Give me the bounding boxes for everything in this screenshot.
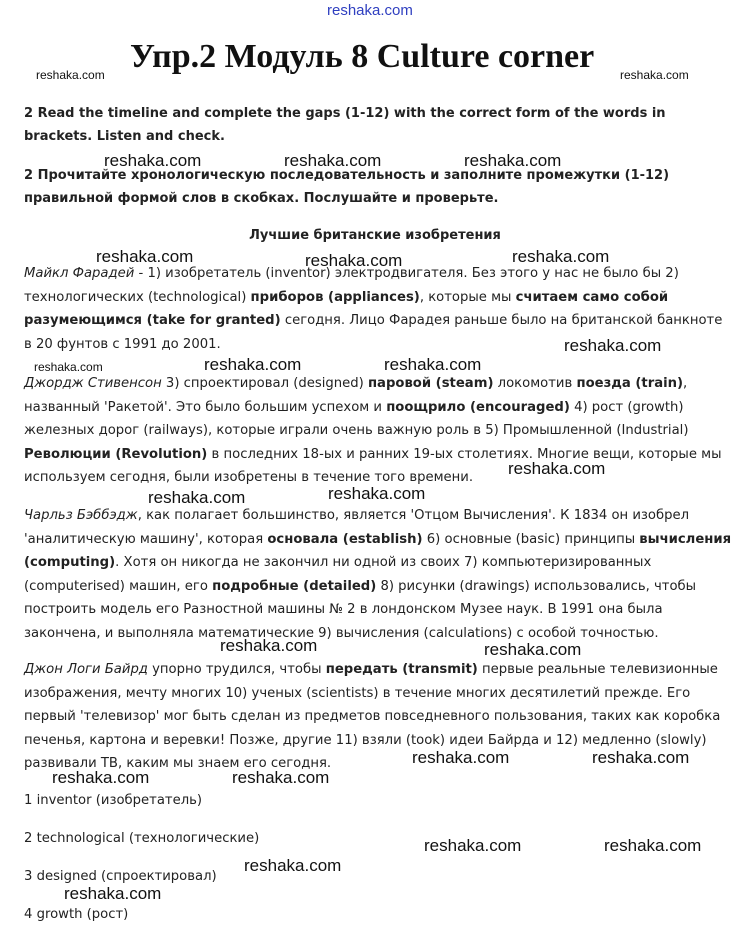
- watermark: reshaka.com: [604, 836, 702, 855]
- highlight: вычисления (computing): [24, 531, 732, 570]
- instruction-en: 2 Read the timeline and complete the gaps (1-12) with the correct form of the words in brackets. Listen and check.: [24, 106, 666, 144]
- watermark: reshaka.com: [384, 355, 482, 374]
- watermark: reshaka.com: [36, 68, 105, 82]
- highlight: поезда (train): [576, 376, 684, 391]
- watermark-top[interactable]: reshaka.com: [327, 2, 413, 19]
- watermark: reshaka.com: [592, 748, 690, 767]
- answer-item: 2 technological (технологические): [24, 831, 260, 846]
- text: 4) рост (growth) железных дорог (railways), которые играли очень важную роль в 5) Промышленной (Industrial): [24, 399, 689, 438]
- watermark: reshaka.com: [34, 360, 103, 374]
- watermark: reshaka.com: [564, 336, 662, 355]
- text: , названный 'Ракетой'. Это было большим успехом и: [24, 376, 688, 415]
- answer-item: 1 inventor (изобретатель): [24, 793, 203, 808]
- page-title: Упр.2 Модуль 8 Culture corner: [130, 38, 595, 75]
- watermark: reshaka.com: [148, 488, 246, 507]
- text: , как полагает большинство, является 'Отцом Вычисления'. К 1834 он изобрел 'аналитическую машину', которая: [24, 508, 690, 547]
- highlight: приборов (appliances): [250, 289, 420, 305]
- text: упорно трудился, чтобы: [147, 662, 326, 677]
- watermark: reshaka.com: [305, 251, 403, 270]
- highlight: паровой (steam): [367, 376, 494, 391]
- text: . Хотя он никогда не закончил ни одной из своих 7) компьютеризированных (computerised) машин, его: [24, 555, 652, 594]
- text: локомотив: [493, 376, 577, 391]
- inventor-name: Майкл Фарадей: [24, 266, 135, 281]
- answer-item: 4 growth (рост): [24, 907, 129, 922]
- paragraph-babbage: [24, 504, 732, 645]
- text: - 1) изобретатель (inventor) электродвигателя. Без этого у нас не было бы 2) технологических (technological): [24, 266, 679, 305]
- highlight: считаем само собой разумеющимся (take for granted): [24, 289, 669, 328]
- watermark: reshaka.com: [512, 247, 610, 266]
- text: , которые мы: [419, 289, 516, 305]
- text: 8) рисунки (drawings) использовались, чтобы построить модель его Разностной машины № 2 в лондонском Музее наук. В 1991 она была закончена, и выполняла математические 9) вычисления (calculations) с особой точностью.: [24, 578, 697, 641]
- watermark: reshaka.com: [424, 836, 522, 855]
- text: 6) основные (basic) принципы: [422, 531, 640, 547]
- watermark: reshaka.com: [484, 640, 582, 659]
- watermark: reshaka.com: [620, 68, 689, 82]
- answer-item: 3 designed (спроектировал): [24, 869, 217, 884]
- paragraph-stephenson: [24, 372, 732, 490]
- instruction-ru: 2 Прочитайте хронологическую последовательность и заполните промежутки (1-12) правильной формой слов в скобках. Послушайте и проверьте.: [24, 168, 670, 206]
- watermark: reshaka.com: [284, 151, 382, 170]
- watermark: reshaka.com: [328, 484, 426, 503]
- highlight: поощрило (encouraged): [386, 399, 570, 415]
- inventor-name: Чарльз Бэббэдж: [24, 508, 138, 523]
- text: сегодня. Лицо Фарадея раньше было на британской банкноте в 20 фунтов с 1991 до 2001.: [24, 313, 723, 352]
- watermark: reshaka.com: [412, 748, 510, 767]
- text: первые реальные телевизионные изображения, мечту многих 10) ученых (scientists) в течение многих десятилетий прежде. Его первый 'телевизор' мог быть сделан из предметов повседневного пользования, таких как коробка печенья, картона и веревки! Позже, другие 11) взяли (took) идеи Байрда и 12) медленно (slowly) развивали ТВ, каким мы знаем его сегодня.: [24, 662, 721, 771]
- inventor-name: Джордж Стивенсон: [24, 376, 162, 391]
- watermark: reshaka.com: [96, 247, 194, 266]
- watermark: reshaka.com: [64, 884, 162, 903]
- highlight: Революции (Revolution): [24, 446, 208, 462]
- highlight: подробные (detailed): [212, 578, 377, 594]
- inventor-name: Джон Логи Байрд: [24, 662, 148, 677]
- watermark: reshaka.com: [204, 355, 302, 374]
- watermark: reshaka.com: [508, 459, 606, 478]
- watermark: reshaka.com: [52, 768, 150, 787]
- highlight: основала (establish): [267, 531, 423, 547]
- watermark: reshaka.com: [464, 151, 562, 170]
- text: 3) спроектировал (designed): [161, 376, 368, 391]
- watermark: reshaka.com: [220, 636, 318, 655]
- watermark: reshaka.com: [104, 151, 202, 170]
- highlight: передать (transmit): [325, 662, 478, 677]
- watermark: reshaka.com: [244, 856, 342, 875]
- text: в последних 18-ых и ранних 19-ых столетиях. Многие вещи, которые мы используем сегодня, были изобретены в течение того времени.: [24, 446, 722, 485]
- section-heading: Лучшие британские изобретения: [249, 228, 501, 243]
- watermark: reshaka.com: [232, 768, 330, 787]
